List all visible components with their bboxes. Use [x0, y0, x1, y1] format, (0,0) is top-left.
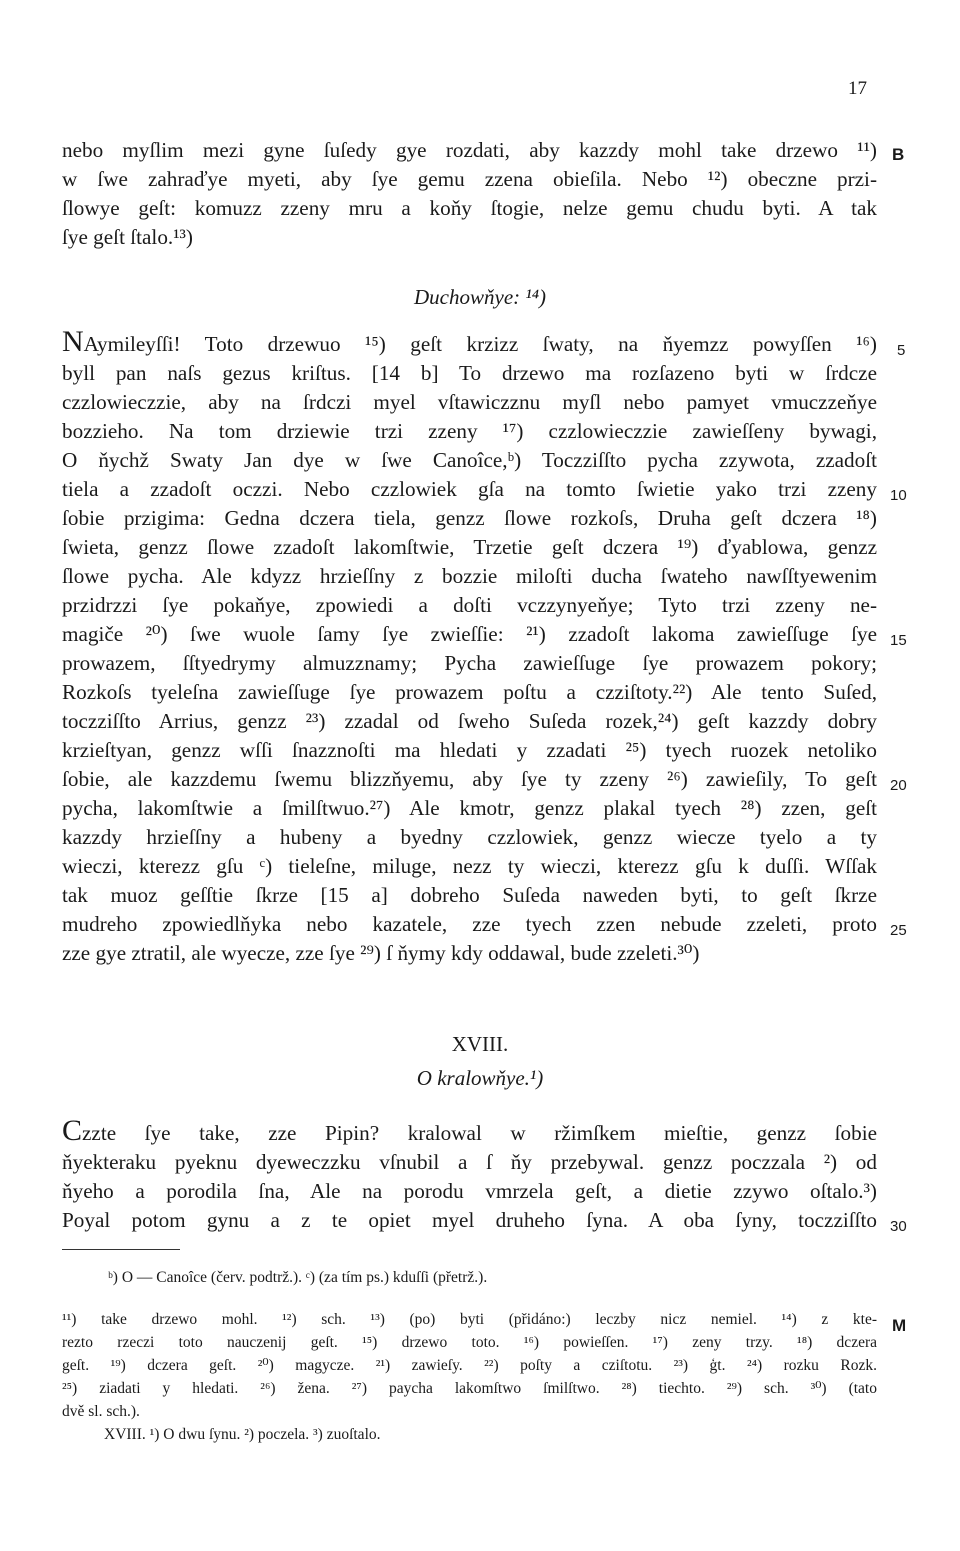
footnote-line: XVIII. ¹) O dwu ſynu. ²) poczela. ³) zuoſtalo. [104, 1426, 381, 1443]
paragraph-opening [62, 136, 877, 252]
text-line: ſobie, ale kazzdemu ſwemu blizzňyemu, aby ſye ty zzeny ²⁶) zawieſily, To geſt [62, 767, 877, 791]
text-line: czzlowieczzie, aby na ſrdczi myel vſtawiczznu myſl nebo pamyet vmuczzeňye [62, 390, 877, 414]
section-heading: Duchowňye: ¹⁴) [414, 285, 546, 309]
text-line: byll pan naſs gezus kriſtus. [14 b] To drzewo ma rozſazeno byti w ſrdcze [62, 361, 877, 385]
text-line: przidrzzi ſye pokaňye, zpowiedi a doſti vczzynyeňye; Tyto trzi zzeny ne- [62, 593, 877, 617]
text-line: ſobie przigima: Gedna dczera tiela, genzz ſlowe rozkoſs, Druha geſt dczera ¹⁸) [62, 506, 877, 530]
footnote-line: dvě sl. sch.). [62, 1403, 140, 1420]
chapter-title: O kralowňye.¹) [416, 1066, 544, 1090]
text-line: pycha, lakomſtwie a ſmilſtwuo.²⁷) Ale kmotr, genzz plakal tyech ²⁸) zzen, geſt [62, 796, 877, 820]
text-line-rest: zzte ſye take, zze Pipin? kralowal w ržimſkem mieſtie, genzz ſobie [82, 1121, 877, 1145]
margin-note-m: M [892, 1316, 907, 1335]
text-line: ſye geſt ſtalo.¹³) [62, 225, 193, 249]
text-line: tiela a zzadoſt oczzi. Nebo czzlowiek gſa na tomto ſwietie yako trzi zzeny [62, 477, 877, 501]
line-number-15: 15 [890, 632, 907, 649]
line-number-5: 5 [897, 342, 906, 359]
line-number-30: 30 [890, 1218, 907, 1235]
text-line: ňyekteraku pyeknu dyeweczzku vſnubil a ſ ňy przebywal. genzz poczzala ²) od [62, 1150, 877, 1174]
text-line: bozzieho. Na tom drziewie trzi zzeny ¹⁷) czzlowieczzie zawieſſeny bywagi, [62, 419, 877, 443]
text-line: krzieſtyan, genzz wſſi ſnazznoſti ma hledati y zzadati ²⁵) tyech ruozek netoliko [62, 738, 877, 762]
text-line: Poyal potom gynu a z te opiet myel druheho ſyna. A oba ſyny, toczziſſto [62, 1208, 877, 1232]
text-line: ſwieta, genzz ſlowe zzadoſt lakomſtwie, Trzetie geſt dczera ¹⁹) ďyablowa, genzz [62, 535, 877, 559]
text-line: magiče ²⁰) ſwe wuole ſamy ſye zwieſſie: ²¹) zzadoſt lakoma zawieſſuge ſye [62, 622, 877, 646]
text-line: zze gye ztratil, ale wyecze, zze ſye ²⁹) ſ ňymy kdy oddawal, bude zzeleti.³⁰) [62, 941, 700, 965]
page-number: 17 [848, 78, 867, 99]
chapter-number: XVIII. [451, 1032, 509, 1056]
line-number-25: 25 [890, 922, 907, 939]
drop-cap: C [62, 1114, 83, 1147]
text-line [62, 325, 877, 359]
text-line: wieczi, kterezz gſu ᶜ) tieleſne, miluge, nezz ty wieczi, kterezz gſu k duſſi. Wſſak [62, 854, 877, 878]
text-line: Rozkoſs tyeleſna zawieſſuge ſye prowazem poſtu a czziſtoty.²²) Ale tento Suſed, [62, 680, 877, 704]
text-line: w ſwe zahraďye myeti, aby ſye gemu zzena obieſila. Nebo ¹²) obeczne przi- [62, 167, 877, 191]
footnote-rule [62, 1249, 180, 1250]
text-line: toczziſſto Arrius, genzz ²³) zzadal od ſweho Suſeda rozek,²⁴) geſt kazzdy dobry [62, 709, 877, 733]
margin-note-b: B [892, 145, 905, 164]
textual-apparatus [108, 1266, 808, 1289]
footnotes [62, 1308, 877, 1446]
footnote-line: geſt. ¹⁹) dczera geſt. ²⁰) magycze. ²¹) zawieſy. ²²) poſty a cziſtotu. ²³) ģt. ²⁴) rozku Rozk. [62, 1357, 877, 1374]
apparatus-line: ᵇ) O — Canoîce (červ. podtrž.). ᶜ) (za tím ps.) kduſſi (přetrž.). [108, 1269, 488, 1286]
text-line: mudreho zpowiedlňyka nebo kazatele, zze tyech zzen nebude zzeleti, proto [62, 912, 877, 936]
paragraph-chapter [62, 1114, 877, 1235]
drop-cap: N [62, 325, 84, 358]
text-line-rest: Aymileyſſi! Toto drzewuo ¹⁵) geſt krzizz ſwaty, na ňyemzz powyſſen ¹⁶) [83, 332, 877, 356]
text-line: ſlowe pycha. Ale kdyzz hrzieſſny z bozzie miloſti ducha ſwateho nawſſtyewenim [62, 564, 877, 588]
text-line: O ňychž Swaty Jan dye w ſwe Canoîce,ᵇ) Toczziſſto pycha zzywota, zzadoſt [62, 448, 877, 472]
footnote-line: ¹¹) take drzewo mohl. ¹²) sch. ¹³) (po) byti (přidáno:) leczby nicz nemiel. ¹⁴) z kte- [62, 1311, 877, 1328]
footnote-line: rezto rzeczi toto nauczenij geſt. ¹⁵) drzewo toto. ¹⁶) powieſſen. ¹⁷) zeny trzy. ¹⁸) dczera [62, 1334, 877, 1351]
line-number-20: 20 [890, 777, 907, 794]
footnote-line: ²⁵) ziadati y hledati. ²⁶) žena. ²⁷) paycha lakomſtwo ſmilſtwo. ²⁸) tiechto. ²⁹) sch. ³⁰) (tato [62, 1380, 877, 1397]
text-line: kazzdy hrzieſſny a hubeny a byedny czzlowiek, genzz wiecze tyelo a ty [62, 825, 877, 849]
text-line [62, 1114, 877, 1148]
text-line: tak muoz geſſtie ſkrze [15 a] dobreho Suſeda naweden byti, to geſt ſkrze [62, 883, 877, 907]
text-line: ſlowye geſt: komuzz zzeny mru a koňy ſtogie, nelze gemu chudu byti. A tak [62, 196, 877, 220]
line-number-10: 10 [890, 487, 907, 504]
paragraph-main [62, 325, 877, 968]
text-line: prowazem, ſſtyedrymy almuzznamy; Pycha zawieſſuge ſye prowazem pokory; [62, 651, 877, 675]
text-line: nebo myſlim mezi gyne ſuſedy gye rozdati, aby kazzdy mohl take drzewo ¹¹) [62, 138, 877, 162]
text-line: ňyeho a porodila ſna, Ale na porodu vmrzela geſt, a dietie zzywo oſtalo.³) [62, 1179, 877, 1203]
